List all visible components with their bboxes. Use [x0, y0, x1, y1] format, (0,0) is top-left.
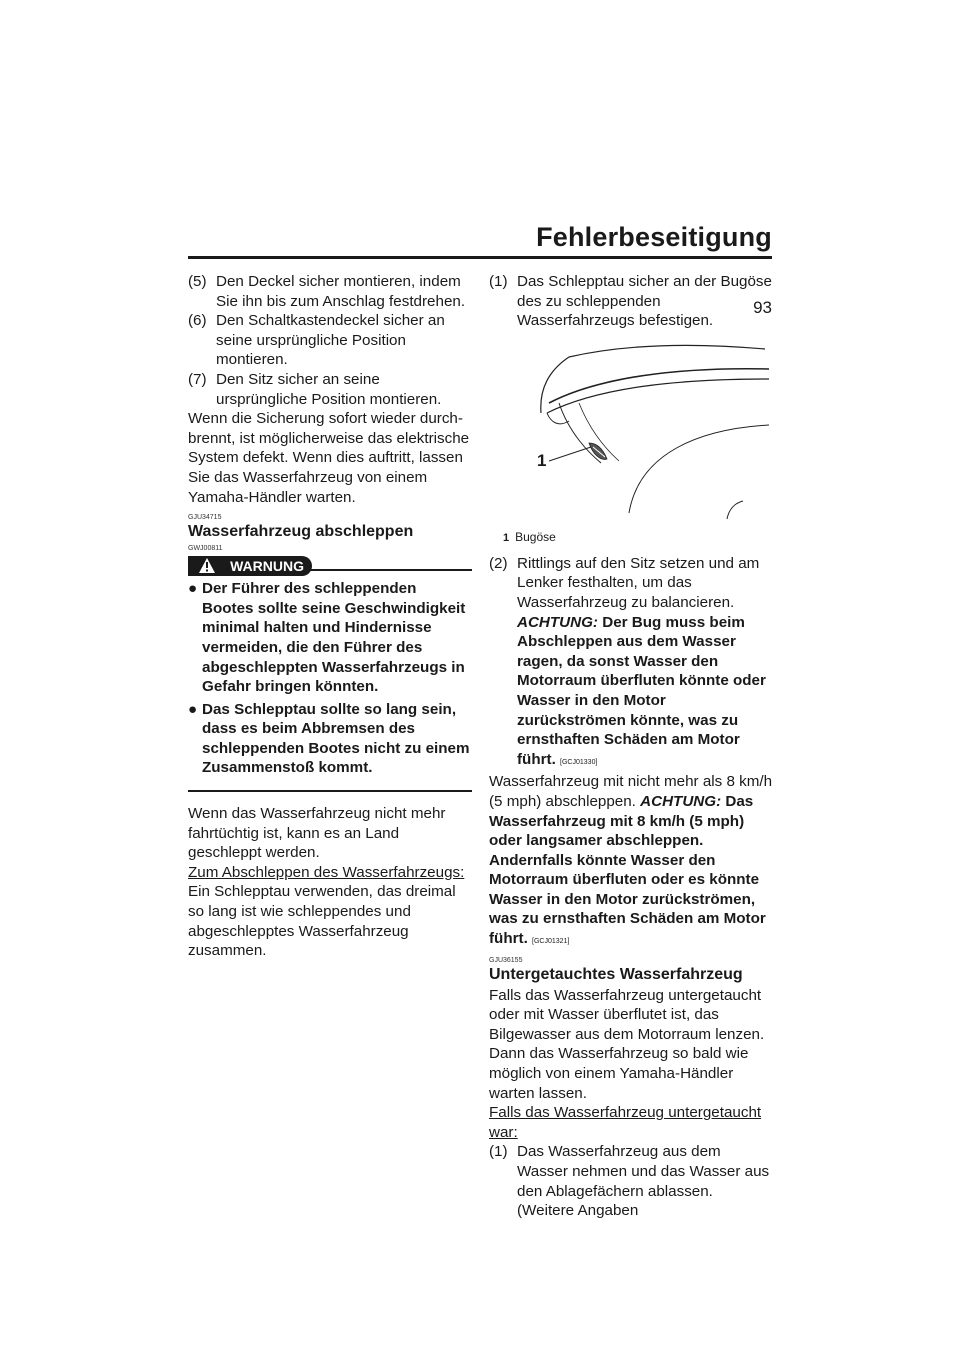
page-number: 93: [753, 298, 772, 317]
page-title: Fehlerbeseitigung: [536, 222, 772, 252]
step-5: (5) Den Deckel sicher montieren, indem Sie ihn bis zum Anschlag festdrehen.: [188, 273, 466, 310]
warning-code: GWJ00811: [188, 545, 223, 553]
warning-bullet: ● Der Führer des schleppenden Bootes sollte seine Geschwindigkeit minimal halten und Hindernisse vermeiden, die den Führer des abgeschleppten Wasserfahrzeugs in Gefahr bringen könnten.: [188, 580, 466, 696]
fuse-paragraph: Wenn die Sicherung sofort wieder durchbrennt, ist möglicherweise das elektrische System defekt. Wenn dies auftritt, lassen Sie das Wasserfahrzeug von einem Yamaha-Händler warten.: [188, 410, 470, 506]
step-7: (7) Den Sitz sicher an seine ursprüngliche Position montieren.: [188, 370, 442, 408]
warning-badge: WARNUNG: [188, 556, 312, 576]
rope-paragraph: Ein Schlepptau verwenden, das dreimal so lang ist wie schleppendes und abgeschlepptes Wasserfahrzeug zusammen.: [188, 883, 456, 960]
speed-paragraph: Wasserfahrzeug mit nicht mehr als 8 km/h (5 mph) abschleppen. ACHTUNG: Das Wasserfahrzeug mit 8 km/h (5 mph) oder langsamer abschleppen. Andernfalls könnte Wasser den Motorraum überfluten oder es könnte Wasser in den Motor zurückströmen, was zu ernsthaften Schäden am Motor führt. [GCJ01321]: [489, 773, 773, 948]
section-title-towing: Wasserfahrzeug abschleppen: [188, 523, 414, 541]
towing-subheading: Zum Abschleppen des Wasserfahrzeugs:: [188, 863, 465, 881]
warning-header: [188, 554, 472, 576]
right-step-1: (1) Das Schlepptau sicher an der Bugöse des zu schleppenden Wasserfahrzeugs befestigen.: [489, 273, 772, 330]
towing-paragraph: Wenn das Wasserfahrzeug nicht mehr fahrtüchtig ist, kann es an Land geschleppt werden.: [188, 805, 446, 862]
submerged-subheading: Falls das Wasserfahrzeug untergetaucht war:: [489, 1104, 762, 1141]
right-step-2: (2) Rittlings auf den Sitz setzen und am Lenker festhalten, um das Wasserfahrzeug zu balancieren. ACHTUNG: Der Bug muss beim Abschleppen aus dem Wasser ragen, da sonst Wasser den Motorraum überfluten könnte oder Wasser in den Motor zurückströmen könnte, was zu ernsthaften Schäden am Motor führt. [GCJ01330]: [489, 554, 766, 768]
header-rule: [188, 256, 772, 259]
figure-callout: 1: [537, 450, 547, 470]
section-code: GJU34715: [188, 514, 222, 522]
bow-eye-figure: [489, 343, 773, 523]
left-column: [188, 272, 472, 961]
warning-bullet: ● Das Schlepptau sollte so lang sein, dass es beim Abbremsen des schleppenden Bootes nicht zu einem Zusammenstoß kommt.: [188, 700, 470, 777]
section-title-submerged: Untergetauchtes Wasserfahrzeug: [489, 965, 743, 983]
submerged-paragraph: Falls das Wasserfahrzeug untergetaucht oder mit Wasser überflutet ist, das Bilgewasser aus dem Motorraum lenzen. Dann das Wasserfahrzeug so bald wie möglich von einem Yamaha-Händler warten lassen.: [489, 986, 765, 1102]
figure-caption: 1 Bugöse: [503, 529, 556, 544]
step-6: (6) Den Schaltkastendeckel sicher an seine ursprüngliche Position montieren.: [188, 312, 445, 369]
section-code: GJU36155: [489, 956, 523, 964]
warning-triangle-icon: [198, 557, 216, 574]
right-column: [489, 272, 773, 1221]
right-step-3: (1) Das Wasserfahrzeug aus dem Wasser nehmen und das Wasser aus den Ablagefächern ablassen. (Weitere Angaben: [489, 1143, 770, 1220]
bow-illustration: [489, 343, 773, 523]
warning-end-rule: [188, 790, 472, 792]
